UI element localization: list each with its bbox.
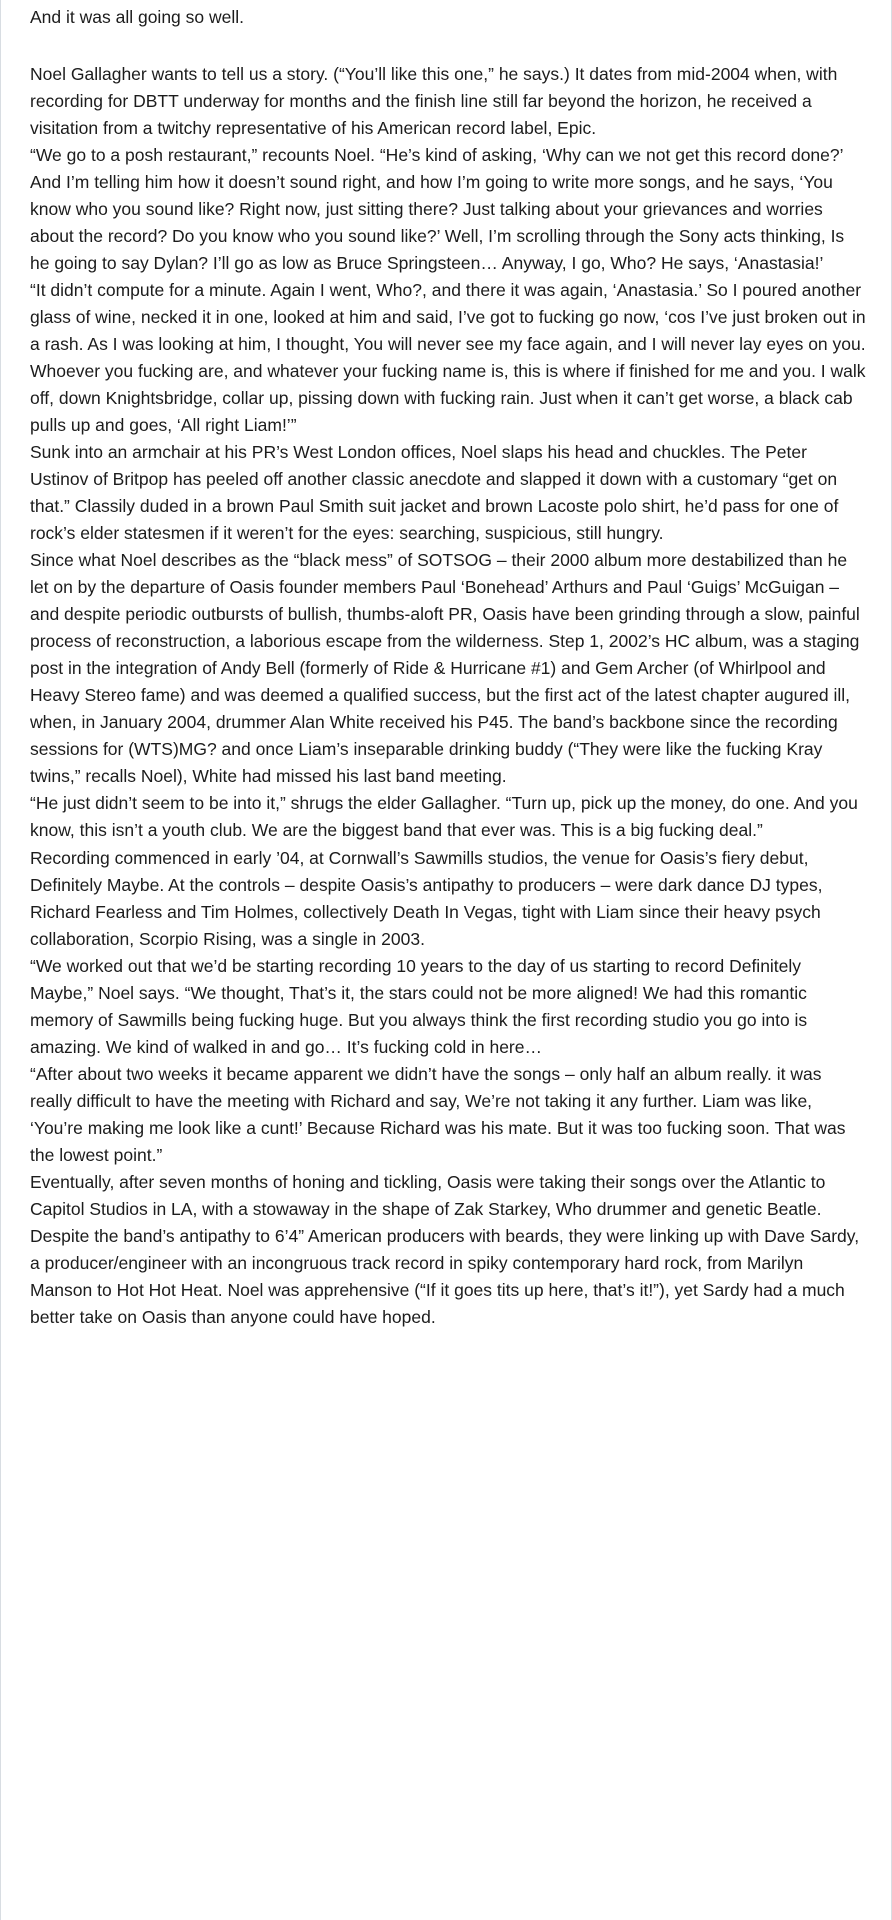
lead-line: And it was all going so well. — [30, 7, 244, 27]
paragraph-1: Noel Gallagher wants to tell us a story. (“You’ll like this one,” he says.) It dates from mid-2004 when, with recording for DBTT underway for months and the finish line still far beyond the horizon, he received a visitation from a twitchy representative of his American record label, Epic. — [30, 63, 838, 138]
paragraph-8: “We worked out that we’d be starting recording 10 years to the day of us starting to record Definitely Maybe,” Noel says. “We thought, That’s it, the stars could not be more aligned! We had this romantic memory of Sawmills being fucking huge. But you always think the first recording studio you go into is amazing. We kind of walked in and go… It’s fucking cold in here… — [30, 955, 808, 1057]
paragraph-3: “It didn’t compute for a minute. Again I went, Who?, and there it was again, ‘Anastasia.’ So I poured another glass of wine, necked it in one, looked at him and said, I’ve got to fucking go now, ‘cos I’ve just broken out in a rash. As I was looking at him, I thought, You will never see my face again, and I will never lay eyes on you. Whoever you fucking are, and whatever your fucking name is, this is where if finished for me and you. I walk off, down Knightsbridge, collar up, pissing down with fucking rain. Just when it can’t get worse, a black cab pulls up and goes, ‘All right Liam!’” — [30, 279, 866, 435]
paragraph-5: Since what Noel describes as the “black mess” of SOTSOG – their 2000 album more destabilized than he let on by the departure of Oasis founder members Paul ‘Bonehead’ Arthurs and Paul ‘Guigs’ McGuigan – and despite periodic outbursts of bullish, thumbs-aloft PR, Oasis have been grinding through a slow, painful process of reconstruction, a laborious escape from the wilderness. Step 1, 2002’s HC album, was a staging post in the integration of Andy Bell (formerly of Ride & Hurricane #1) and Gem Archer (of Whirlpool and Heavy Stereo fame) and was deemed a qualified success, but the first act of the latest chapter augured ill, when, in January 2004, drummer Alan White received his P45. The band’s backbone since the recording sessions for (WTS)MG? and once Liam’s inseparable drinking buddy (“They were like the fucking Kray twins,” recalls Noel), White had missed his last band meeting. — [30, 550, 860, 787]
paragraph-4: Sunk into an armchair at his PR’s West London offices, Noel slaps his head and chuckles. The Peter Ustinov of Britpop has peeled off another classic anecdote and slapped it down with a customary “get on that.” Classily duded in a brown Paul Smith suit jacket and brown Lacoste polo shirt, he’d pass for one of rock’s elder statesmen if it weren’t for the eyes: searching, suspicious, still hungry. — [30, 442, 839, 544]
paragraph-9: “After about two weeks it became apparent we didn’t have the songs – only half an album really. it was really difficult to have the meeting with Richard and say, We’re not taking it any further. Liam was like, ‘You’re making me look like a cunt!’ Because Richard was his mate. But it was too fucking soon. That was the lowest point.” — [30, 1063, 846, 1165]
left-margin-rule — [0, 0, 1, 1920]
paragraph-2: “We go to a posh restaurant,” recounts Noel. “He’s kind of asking, ‘Why can we not get this record done?’ And I’m telling him how it doesn’t sound right, and how I’m going to write more songs, and he says, ‘You know who you sound like? Right now, just sitting there? Just talking about your grievances and worries about the record? Do you know who you sound like?’ Well, I’m scrolling through the Sony acts thinking, Is he going to say Dylan? I’ll go as low as Bruce Springsteen… Anyway, I go, Who? He says, ‘Anastasia!’ — [30, 144, 845, 273]
paragraph-10: Eventually, after seven months of honing and tickling, Oasis were taking their songs over the Atlantic to Capitol Studios in LA, with a stowaway in the shape of Zak Starkey, Who drummer and genetic Beatle. Despite the band’s antipathy to 6’4” American producers with beards, they were linking up with Dave Sardy, a producer/engineer with an incongruous track record in spiky contemporary hard rock, from Marilyn Manson to Hot Hot Heat. Noel was apprehensive (“If it goes tits up here, that’s it!”), yet Sardy had a much better take on Oasis than anyone could have hoped. — [30, 1171, 860, 1328]
paragraph-7: Recording commenced in early ’04, at Cornwall’s Sawmills studios, the venue for Oasis’s fiery debut, Definitely Maybe. At the controls – despite Oasis’s antipathy to producers – were dark dance DJ types, Richard Fearless and Tim Holmes, collectively Death In Vegas, tight with Liam since their heavy psych collaboration, Scorpio Rising, was a single in 2003. — [30, 847, 823, 949]
paragraph-6: “He just didn’t seem to be into it,” shrugs the elder Gallagher. “Turn up, pick up the money, do one. And you know, this isn’t a youth club. We are the biggest band that ever was. This is a big fucking deal.” — [30, 793, 858, 841]
